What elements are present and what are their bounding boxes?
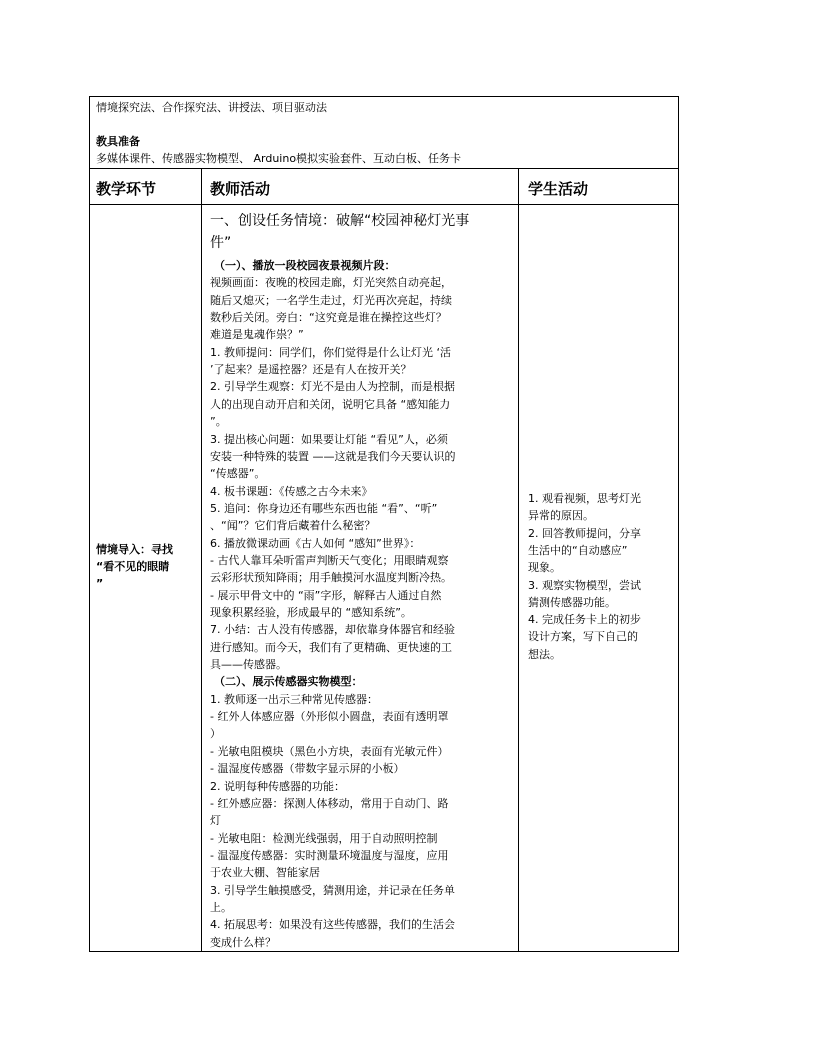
teacher-activity-line: - 温湿度传感器（带数字显示屏的小板） bbox=[210, 762, 405, 776]
teacher-activity-line: 3. 引导学生触摸感受，猜测用途，并记录在任务单 bbox=[210, 883, 455, 897]
teacher-activity-line: 数秒后关闭。旁白：“这究竟是谁在操控这些灯？ bbox=[210, 311, 447, 325]
student-activity-line: 猜测传感器功能。 bbox=[528, 595, 616, 609]
student-activity-line: 2. 回答教师提问，分享 bbox=[528, 526, 641, 540]
teacher-activity-line: 安装一种特殊的装置 ——这就是我们今天要认识的 bbox=[210, 449, 456, 463]
stage-label-line2: “看不见的眼睛 bbox=[96, 560, 170, 573]
teacher-activity-line: 随后又熄灭；一名学生走过，灯光再次亮起，持续 bbox=[210, 293, 452, 307]
header-cell-student bbox=[518, 168, 679, 205]
teacher-activity-line: - 温湿度传感器：实时测量环境温度与湿度，应用 bbox=[210, 848, 449, 862]
teacher-activity-line: - 红外人体感应器（外形似小圆盘，表面有透明罩 bbox=[210, 710, 449, 724]
header-cell-teacher bbox=[201, 168, 519, 205]
teacher-activity-line: 于农业大棚、智能家居 bbox=[210, 866, 320, 880]
teacher-activity-line: 难道是鬼魂作祟？” bbox=[210, 328, 304, 342]
section-title-line1: 一、创设任务情境：破解“校园神秘灯光事 bbox=[210, 213, 470, 229]
header-student-label: 学生活动 bbox=[528, 180, 589, 198]
stage-cell bbox=[89, 204, 202, 952]
student-activity-line: 现象。 bbox=[528, 561, 561, 575]
teacher-activity-line: 4. 拓展思考：如果没有这些传感器，我们的生活会 bbox=[210, 918, 455, 932]
teacher-activity-line: ”。 bbox=[210, 415, 227, 429]
teacher-activity-line: 3. 提出核心问题：如果要让灯能 “看见”人，必须 bbox=[210, 432, 448, 446]
student-activity-line: 1. 观看视频，思考灯光 bbox=[528, 492, 641, 505]
teaching-methods-text: 情境探究法、合作探究法、讲授法、项目驱动法 bbox=[96, 101, 327, 114]
teacher-activity-line: 、“闻”？它们背后藏着什么秘密？ bbox=[210, 519, 376, 533]
header-stage-label: 教学环节 bbox=[96, 180, 157, 198]
header-cell-stage bbox=[89, 168, 202, 205]
stage-label-line1: 情境导入：寻找 bbox=[96, 543, 173, 556]
teacher-activity-line: 视频画面：夜晚的校园走廊，灯光突然自动亮起， bbox=[210, 276, 452, 290]
teacher-activity-line: 变成什么样？ bbox=[210, 935, 276, 949]
teacher-activity-line: 4. 板书课题：《传感之古今未来》 bbox=[210, 484, 373, 498]
teacher-activity-line: 1. 教师逐一出示三种常见传感器： bbox=[210, 692, 378, 706]
teacher-activity-line: 具——传感器。 bbox=[210, 658, 287, 672]
teacher-activity-line: 云彩形状预知降雨；用手触摸河水温度判断冷热。 bbox=[210, 571, 452, 585]
methods-cell bbox=[89, 96, 679, 169]
teacher-activity-line: 灯 bbox=[210, 814, 221, 828]
lesson-plan-table bbox=[89, 96, 679, 952]
section-title-line2: 件” bbox=[210, 235, 232, 251]
student-activity-line: 设计方案，写下自己的 bbox=[528, 630, 638, 644]
teacher-activity-line: 1. 教师提问：同学们，你们觉得是什么让灯光 ‘活 bbox=[210, 345, 451, 359]
tools-text: 多媒体课件、传感器实物模型、 Arduino模拟实验套件、互动白板、任务卡 bbox=[96, 152, 462, 165]
student-activity-line: 异常的原因。 bbox=[528, 509, 594, 523]
teacher-activity-line: 2. 说明每种传感器的功能： bbox=[210, 779, 345, 793]
student-activity-line: 想法。 bbox=[528, 647, 561, 661]
teacher-activity-line: 现象积累经验，形成最早的 “感知系统”。 bbox=[210, 606, 412, 619]
teacher-activity-line: 7. 小结：古人没有传感器，却依靠身体器官和经验 bbox=[210, 623, 455, 637]
student-activity-line: 生活中的“自动感应” bbox=[528, 543, 628, 557]
subsection-heading: （二）、展示传感器实物模型： bbox=[214, 675, 363, 689]
student-activity-cell bbox=[518, 204, 679, 952]
teacher-activity-line: ’了起来？是遥控器？还是有人在按开关？ bbox=[210, 363, 412, 377]
subsection-heading: （一）、播放一段校园夜景视频片段： bbox=[214, 259, 396, 272]
student-activity-line: 4. 完成任务卡上的初步 bbox=[528, 613, 641, 627]
student-activity-line: 3. 观察实物模型，尝试 bbox=[528, 578, 641, 592]
teacher-activity-line: 进行感知。而今天，我们有了更精确、更快速的工 bbox=[210, 640, 452, 654]
header-teacher-label: 教师活动 bbox=[210, 180, 271, 198]
teacher-activity-line: - 光敏电阻：检测光线强弱，用于自动照明控制 bbox=[210, 831, 438, 845]
teacher-activity-line: 6. 播放微课动画《古人如何 “感知”世界》： bbox=[210, 536, 421, 550]
tools-heading: 教具准备 bbox=[96, 135, 140, 148]
teacher-activity-line: - 光敏电阻模块（黑色小方块，表面有光敏元件） bbox=[210, 744, 449, 758]
teacher-activity-line: 人的出现自动开启和关闭，说明它具备 “感知能力 bbox=[210, 397, 451, 411]
stage-label-line3: ” bbox=[96, 577, 104, 590]
teacher-activity-line: 上。 bbox=[210, 900, 232, 914]
teacher-activity-line: 2. 引导学生观察：灯光不是由人为控制，而是根据 bbox=[210, 380, 455, 394]
teacher-activity-line: - 古代人靠耳朵听雷声判断天气变化；用眼睛观察 bbox=[210, 553, 449, 567]
teacher-activity-line: 5. 追问：你身边还有哪些东西也能 “看”、“听” bbox=[210, 501, 438, 515]
teacher-activity-cell bbox=[201, 204, 519, 952]
teacher-activity-line: - 展示甲骨文中的 “雨”字形，解释古人通过自然 bbox=[210, 588, 442, 602]
teacher-activity-line: - 红外感应器：探测人体移动，常用于自动门、路 bbox=[210, 796, 449, 810]
teacher-activity-line: ） bbox=[210, 727, 221, 741]
teacher-activity-line: “传感器”。 bbox=[210, 467, 266, 481]
